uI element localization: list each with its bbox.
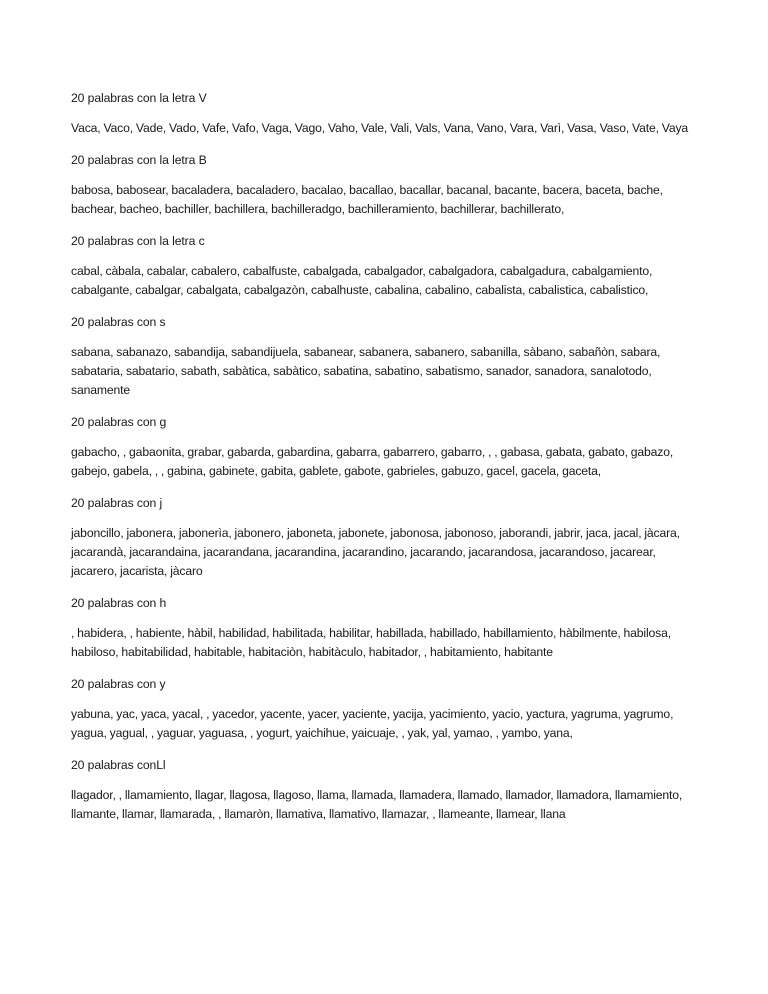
section-j — [71, 493, 696, 581]
section-heading: 20 palabras conLl — [71, 758, 166, 772]
section-ll — [71, 755, 696, 824]
section-heading: 20 palabras con la letra V — [71, 91, 207, 105]
document-body — [71, 88, 696, 836]
section-g — [71, 412, 696, 481]
section-h — [71, 593, 696, 662]
section-c — [71, 231, 696, 300]
word-list: sabana, sabanazo, sabandija, sabandijuela, sabanear, sabanera, sabanero, sabanilla, sàbano, sabañòn, sabara, sabataria, sabatario, sabath, sabàtica, sabàtico, sabatina, sabatino, sabatismo, sanador, sanadora, sanalotodo, sanamente — [71, 345, 661, 397]
word-list: jaboncillo, jabonera, jabonerìa, jabonero, jaboneta, jabonete, jabonosa, jabonoso, jaborandi, jabrir, jaca, jacal, jàcara, jacarandà, jacarandaina, jacarandana, jacarandina, jacarandino, jacarando, jacarandosa, jacarandoso, jacarear, jacarero, jacarista, jàcaro — [71, 526, 680, 578]
word-list: cabal, càbala, cabalar, cabalero, cabalfuste, cabalgada, cabalgador, cabalgadora, cabalgadura, cabalgamiento, cabalgante, cabalgar, cabalgata, cabalgazòn, cabalhuste, cabalina, cabalino, cabalista, cabalistica, cabalistico, — [71, 264, 653, 297]
section-heading: 20 palabras con la letra B — [71, 153, 207, 167]
section-heading: 20 palabras con y — [71, 677, 166, 691]
section-heading: 20 palabras con la letra c — [71, 234, 205, 248]
section-b — [71, 150, 696, 219]
word-list: llagador, , llamamiento, llagar, llagosa, llagoso, llama, llamada, llamadera, llamado, llamador, llamadora, llamamiento, llamante, llamar, llamarada, , llamaròn, llamativa, llamativo, llamazar, , llameante, llamear, llana — [71, 788, 683, 821]
section-y — [71, 674, 696, 743]
word-list: , habidera, , habiente, hàbil, habilidad, habilitada, habilitar, habillada, habillado, habillamiento, hàbilmente, habilosa, habiloso, habitabilidad, habitable, habitaciòn, habitàculo, habitador, , habitamiento, habitante — [71, 626, 671, 659]
word-list: gabacho, , gabaonita, grabar, gabarda, gabardina, gabarra, gabarrero, gabarro, , , gabasa, gabata, gabato, gabazo, gabejo, gabela, , , gabina, gabinete, gabita, gablete, gabote, gabrieles, gabuzo, gacel, gacela, gaceta, — [71, 445, 674, 478]
word-list: babosa, babosear, bacaladera, bacaladero, bacalao, bacallao, bacallar, bacanal, bacante, bacera, baceta, bache, bachear, bacheo, bachiller, bachillera, bachilleradgo, bachilleramiento, bachillerar, bachillerato, — [71, 183, 663, 216]
section-s — [71, 312, 696, 400]
word-list: Vaca, Vaco, Vade, Vado, Vafe, Vafo, Vaga, Vago, Vaho, Vale, Vali, Vals, Vana, Vano, Vara, Varì, Vasa, Vaso, Vate, Vaya — [71, 121, 689, 135]
section-heading: 20 palabras con h — [71, 596, 167, 610]
section-heading: 20 palabras con j — [71, 496, 163, 510]
word-list: yabuna, yac, yaca, yacal, , yacedor, yacente, yacer, yaciente, yacija, yacimiento, yacio, yactura, yagruma, yagrumo, yagua, yagual, , yaguar, yaguasa, , yogurt, yaichihue, yaicuaje, , yak, yal, yamao, , yambo, yana, — [71, 707, 674, 740]
section-heading: 20 palabras con g — [71, 415, 167, 429]
section-heading: 20 palabras con s — [71, 315, 166, 329]
section-v — [71, 88, 696, 138]
